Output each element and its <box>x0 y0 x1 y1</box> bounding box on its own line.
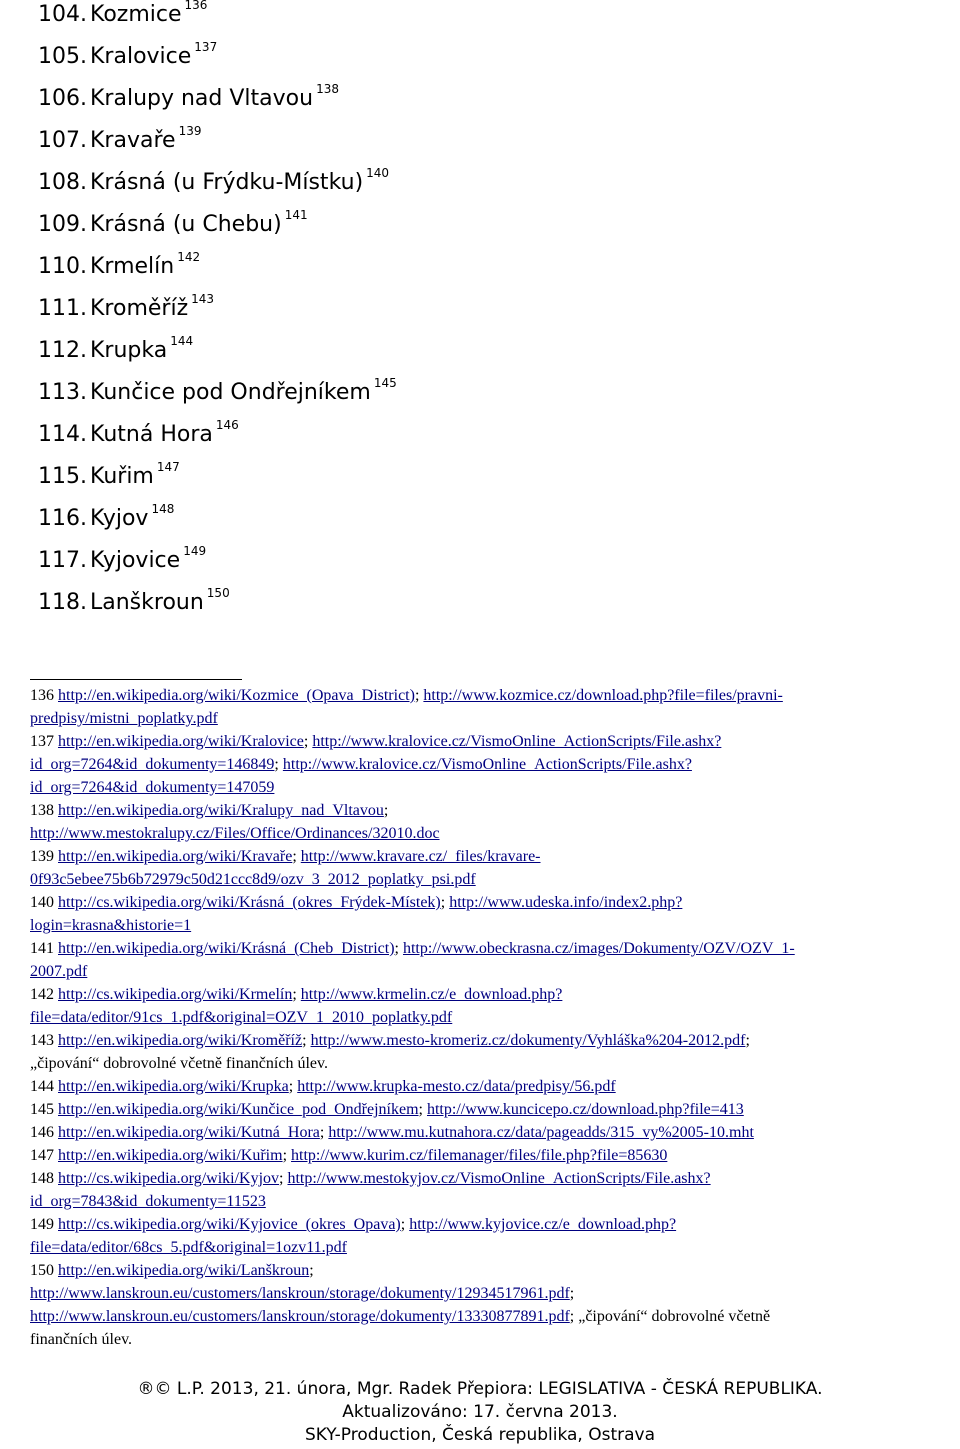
footnote-reference[interactable]: 141 <box>284 208 308 222</box>
footnote-line <box>30 684 783 707</box>
list-item-number: 108. <box>38 170 87 195</box>
footnote-continuation <box>30 753 692 776</box>
municipality-name: Kozmice <box>90 2 182 27</box>
footnote-link[interactable]: http://en.wikipedia.org/wiki/Kravaře <box>58 848 293 865</box>
list-item-name <box>90 168 389 198</box>
municipality-name: Kroměříž <box>90 296 189 321</box>
footnote-reference[interactable]: 147 <box>156 460 180 474</box>
list-item-number: 117. <box>38 548 87 573</box>
list-item-number: 104. <box>38 2 87 27</box>
footnote-link[interactable]: http://en.wikipedia.org/wiki/Kroměříž <box>58 1032 303 1049</box>
footnote-text: ; <box>274 756 283 773</box>
list-item-number: 115. <box>38 464 87 489</box>
footnote-continuation <box>30 914 191 937</box>
footnote-link[interactable]: http://www.mestokralupy.cz/Files/Office/Ordinances/32010.doc <box>30 825 440 842</box>
footnote-link[interactable]: http://en.wikipedia.org/wiki/Kozmice_(Opava_District) <box>58 687 415 704</box>
footnote-continuation <box>30 1052 328 1075</box>
footnote-text: 136 <box>30 687 58 704</box>
footnote-text: 137 <box>30 733 58 750</box>
footnote-text: ; <box>394 940 403 957</box>
footnote-link[interactable]: id_org=7264&id_dokumenty=147059 <box>30 779 275 796</box>
municipality-name: Kyjov <box>90 506 149 531</box>
footnote-link[interactable]: id_org=7264&id_dokumenty=146849 <box>30 756 275 773</box>
footnote-reference[interactable]: 150 <box>206 586 230 600</box>
footnote-continuation <box>30 822 440 845</box>
footer-publisher: SKY-Production, Česká republika, Ostrava <box>304 1425 656 1445</box>
list-item-name <box>90 42 217 72</box>
list-item-name <box>90 126 201 156</box>
footnote-reference[interactable]: 149 <box>183 544 207 558</box>
list-item-name <box>90 462 180 492</box>
footnote-text: ; <box>303 733 313 750</box>
footnote-link[interactable]: 2007.pdf <box>30 963 88 980</box>
municipality-name: Kunčice pod Ondřejníkem <box>90 380 371 405</box>
footnote-link[interactable]: predpisy/mistni_poplatky.pdf <box>30 710 218 727</box>
footnote-text: ; <box>302 1032 311 1049</box>
footnote-link[interactable]: http://en.wikipedia.org/wiki/Krupka <box>58 1078 289 1095</box>
footnote-line <box>30 730 721 753</box>
footnote-line <box>30 799 388 822</box>
footnote-reference[interactable]: 148 <box>151 502 175 516</box>
footnote-continuation <box>30 960 87 983</box>
list-item-name <box>90 210 308 240</box>
list-item-number: 116. <box>38 506 87 531</box>
footnote-link[interactable]: http://www.kyjovice.cz/e_download.php? <box>409 1216 677 1233</box>
footnote-link[interactable]: http://www.kralovice.cz/VismoOnline_ActionScripts/File.ashx? <box>282 756 692 773</box>
footnote-text: 148 <box>30 1170 58 1187</box>
footnote-link[interactable]: http://en.wikipedia.org/wiki/Kuřim <box>58 1147 283 1164</box>
footnote-link[interactable]: http://en.wikipedia.org/wiki/Lanškroun <box>58 1262 310 1279</box>
footnote-line <box>30 983 562 1006</box>
footnote-text: ; <box>569 1285 575 1302</box>
footnote-text: 139 <box>30 848 58 865</box>
footnote-text: ; <box>418 1101 427 1118</box>
footnote-reference[interactable]: 139 <box>178 124 202 138</box>
footnote-line <box>30 1121 754 1144</box>
footnote-separator <box>30 679 242 680</box>
footnote-line <box>30 1167 711 1190</box>
footnote-link[interactable]: http://www.kravare.cz/_files/kravare- <box>300 848 541 865</box>
footnote-link[interactable]: file=data/editor/68cs_5.pdf&original=1ozv11.pdf <box>30 1239 347 1256</box>
footnote-reference[interactable]: 146 <box>215 418 239 432</box>
footnote-reference[interactable]: 140 <box>366 166 390 180</box>
footer-copyright: ®© L.P. 2013, 21. února, Mgr. Radek Přepiora: LEGISLATIVA - ČESKÁ REPUBLIKA. <box>137 1379 823 1399</box>
footnote-link[interactable]: http://www.lanskroun.eu/customers/lanskroun/storage/dokumenty/12934517961.pdf <box>30 1285 570 1302</box>
list-item-name <box>90 252 200 282</box>
footnote-text: ; <box>279 1170 288 1187</box>
footnote-link[interactable]: http://www.kozmice.cz/download.php?file=files/pravni- <box>423 687 783 704</box>
footnote-line <box>30 1098 744 1121</box>
footnote-line <box>30 845 541 868</box>
footnote-link[interactable]: http://cs.wikipedia.org/wiki/Kyjov <box>58 1170 280 1187</box>
list-item-number: 110. <box>38 254 87 279</box>
footnote-continuation <box>30 868 476 891</box>
footnote-text: ; <box>414 687 424 704</box>
footnote-text: 145 <box>30 1101 58 1118</box>
footnote-link[interactable]: http://www.krupka-mesto.cz/data/predpisy/56.pdf <box>297 1078 616 1095</box>
footnote-link[interactable]: http://en.wikipedia.org/wiki/Kralupy_nad_Vltavou <box>58 802 384 819</box>
municipality-name: Kyjovice <box>90 548 181 573</box>
footnote-text: ; <box>282 1147 292 1164</box>
footnote-text: 143 <box>30 1032 58 1049</box>
footnote-line <box>30 1259 314 1282</box>
footnote-link[interactable]: http://en.wikipedia.org/wiki/Krásná_(Cheb_District) <box>58 940 395 957</box>
footnote-link[interactable]: http://cs.wikipedia.org/wiki/Krmelín <box>58 986 293 1003</box>
footnote-link[interactable]: http://en.wikipedia.org/wiki/Kralovice <box>58 733 304 750</box>
footnote-link[interactable]: http://www.obeckrasna.cz/images/Dokumenty/OZV/OZV_1- <box>402 940 795 957</box>
footnote-text: ; <box>400 1216 410 1233</box>
footnote-link[interactable]: http://www.lanskroun.eu/customers/lanskroun/storage/dokumenty/13330877891.pdf <box>30 1308 570 1325</box>
footnote-text: 149 <box>30 1216 58 1233</box>
footnote-continuation <box>30 1236 347 1259</box>
footnote-text: ; <box>292 986 301 1003</box>
list-item-number: 107. <box>38 128 87 153</box>
footnote-text: finančních úlev. <box>30 1331 133 1348</box>
footnote-text: ; <box>319 1124 329 1141</box>
municipality-name: Krásná (u Chebu) <box>90 212 282 237</box>
footnote-link[interactable]: file=data/editor/91cs_1.pdf&original=OZV_1_2010_poplatky.pdf <box>30 1009 453 1026</box>
footnote-continuation <box>30 1006 452 1029</box>
footnote-reference[interactable]: 137 <box>194 40 218 54</box>
footnote-reference[interactable]: 138 <box>316 82 339 96</box>
footnote-continuation <box>30 1305 770 1328</box>
page-footer <box>0 1378 960 1447</box>
footnote-line <box>30 1213 676 1236</box>
list-item-name <box>90 294 214 324</box>
footnote-text: „čipování“ dobrovolné včetně finančních úlev. <box>30 1055 328 1072</box>
footnote-text: 142 <box>30 986 58 1003</box>
footnote-link[interactable]: http://en.wikipedia.org/wiki/Kutná_Hora <box>58 1124 320 1141</box>
footnote-link[interactable]: http://cs.wikipedia.org/wiki/Kyjovice_(okres_Opava) <box>58 1216 401 1233</box>
municipality-name: Lanškroun <box>90 590 204 615</box>
footnote-link[interactable]: http://cs.wikipedia.org/wiki/Krásná_(okres_Frýdek-Místek) <box>58 894 441 911</box>
municipality-name: Krásná (u Frýdku-Místku) <box>90 170 364 195</box>
list-item-number: 113. <box>38 380 87 405</box>
footnote-reference[interactable]: 143 <box>191 292 215 306</box>
footnote-link[interactable]: http://www.mestokyjov.cz/VismoOnline_ActionScripts/File.ashx? <box>287 1170 711 1187</box>
footnote-link[interactable]: http://www.mesto-kromeriz.cz/dokumenty/Vyhláška%204-2012.pdf <box>310 1032 746 1049</box>
list-item-number: 106. <box>38 86 87 111</box>
footnote-text: 138 <box>30 802 58 819</box>
list-item-name <box>90 336 193 366</box>
list-item-number: 118. <box>38 590 87 615</box>
list-item-name <box>90 420 239 450</box>
municipality-name: Krmelín <box>90 254 175 279</box>
list-item-number: 105. <box>38 44 87 69</box>
footnote-link[interactable]: 0f93c5ebee75b6b72979c50d21ccc8d9/ozv_3_2012_poplatky_psi.pdf <box>30 871 476 888</box>
footnote-text: ; <box>292 848 301 865</box>
footnote-text: ; <box>383 802 389 819</box>
footnote-line <box>30 891 682 914</box>
footnote-reference[interactable]: 144 <box>170 334 194 348</box>
footnote-link[interactable]: http://www.krmelin.cz/e_download.php? <box>300 986 563 1003</box>
footnote-reference[interactable]: 145 <box>373 376 397 390</box>
list-item-number: 109. <box>38 212 87 237</box>
footnote-reference[interactable]: 136 <box>184 0 208 12</box>
footnote-continuation <box>30 1190 266 1213</box>
footnote-text: ; „čipování“ dobrovolné včetně <box>569 1308 771 1325</box>
footer-updated: Aktualizováno: 17. června 2013. <box>342 1402 618 1422</box>
municipality-name: Kralupy nad Vltavou <box>90 86 314 111</box>
list-item-name <box>90 378 397 408</box>
municipality-name: Kuřim <box>90 464 154 489</box>
footnote-line <box>30 1144 667 1167</box>
footnote-text: 150 <box>30 1262 58 1279</box>
footnote-continuation <box>30 1282 574 1305</box>
list-item-name <box>90 546 206 576</box>
footnote-link[interactable]: id_org=7843&id_dokumenty=11523 <box>30 1193 266 1210</box>
list-item-name <box>90 504 174 534</box>
footnote-link[interactable]: http://www.kralovice.cz/VismoOnline_ActionScripts/File.ashx? <box>312 733 722 750</box>
list-item-number: 114. <box>38 422 87 447</box>
municipality-name: Kravaře <box>90 128 176 153</box>
municipality-name: Kralovice <box>90 44 192 69</box>
footnote-text: 146 <box>30 1124 58 1141</box>
footnote-continuation <box>30 1328 132 1351</box>
footnote-text: ; <box>745 1032 750 1049</box>
footnote-link[interactable]: login=krasna&historie=1 <box>30 917 192 934</box>
footnote-text: 141 <box>30 940 58 957</box>
footnote-text: 144 <box>30 1078 58 1095</box>
municipality-name: Krupka <box>90 338 168 363</box>
footnote-link[interactable]: http://www.kuncicepo.cz/download.php?file=413 <box>426 1101 744 1118</box>
footnote-link[interactable]: http://www.udeska.info/index2.php? <box>449 894 683 911</box>
list-item-number: 112. <box>38 338 87 363</box>
list-item-number: 111. <box>38 296 87 321</box>
footnote-line <box>30 1075 616 1098</box>
footnote-text: ; <box>440 894 450 911</box>
footnote-line <box>30 1029 750 1052</box>
footnote-continuation <box>30 707 218 730</box>
footnote-text: 147 <box>30 1147 58 1164</box>
footnote-link[interactable]: http://www.mu.kutnahora.cz/data/pageadds/315_vy%2005-10.mht <box>328 1124 754 1141</box>
footnote-link[interactable]: http://www.kurim.cz/filemanager/files/file.php?file=85630 <box>291 1147 668 1164</box>
footnote-text: 140 <box>30 894 58 911</box>
list-item-name <box>90 0 207 30</box>
list-item-name <box>90 588 230 618</box>
footnote-reference[interactable]: 142 <box>177 250 201 264</box>
list-item-name <box>90 84 339 114</box>
footnote-text: ; <box>309 1262 314 1279</box>
footnote-text: ; <box>288 1078 298 1095</box>
footnote-line <box>30 937 795 960</box>
footnote-link[interactable]: http://en.wikipedia.org/wiki/Kunčice_pod_Ondřejníkem <box>58 1101 419 1118</box>
municipality-name: Kutná Hora <box>90 422 213 447</box>
footnote-continuation <box>30 776 274 799</box>
